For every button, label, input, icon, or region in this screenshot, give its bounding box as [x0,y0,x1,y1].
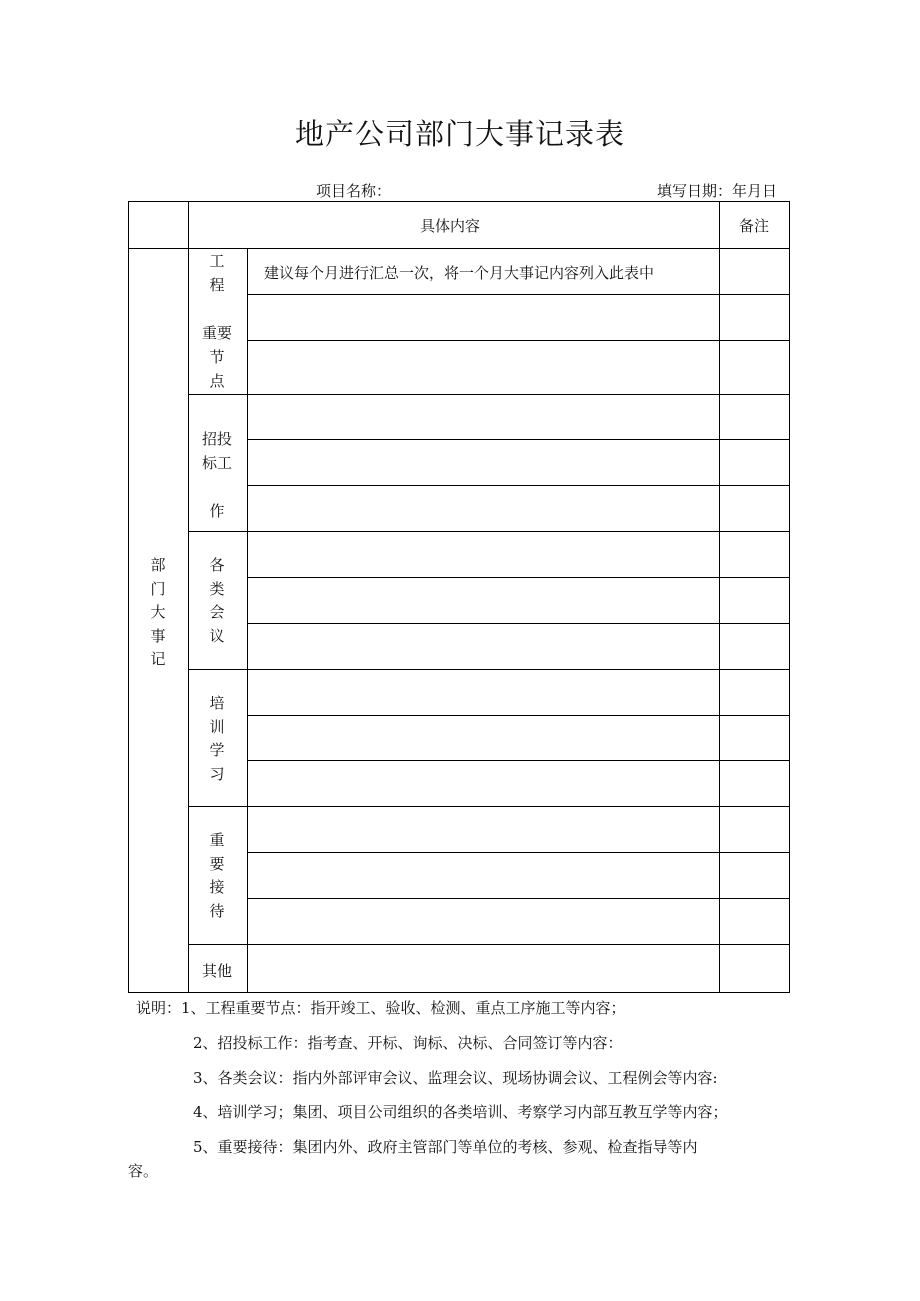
row-divider [247,294,790,295]
table-border-left [128,201,129,993]
row-divider [247,760,790,761]
col-divider-2 [247,248,248,993]
records-table [128,201,790,993]
note-line-5: 5、重要接待：集团内外、政府主管部门等单位的考核、参观、检查指导等内 [193,1138,698,1156]
header-content: 具体内容 [420,217,481,235]
row-divider [247,852,790,853]
note-line-5-cont: 容。 [128,1162,159,1180]
row-divider [247,340,790,341]
section-label-training: 培 训 学 习 [209,694,225,783]
section-label-meetings: 各 类 会 议 [209,556,225,645]
row-divider [247,623,790,624]
row-divider [247,577,790,578]
col-divider-remark [719,201,720,993]
section-divider [188,669,790,670]
content-cell[interactable]: 建议每个月进行汇总一次，将一个月大事记内容列入此表中 [264,264,655,282]
note-line-4: 4、培训学习；集团、项目公司组织的各类培训、考察学习内部互教互学等内容； [193,1103,728,1121]
section-divider [188,944,790,945]
group-label-department-events: 部 门 大 事 记 [150,556,166,668]
section-label-reception: 重 要 接 待 [209,831,225,920]
row-divider [247,898,790,899]
fill-date-label: 填写日期：年月日 [657,182,778,200]
row-divider [247,715,790,716]
note-line-1: 说明：1、工程重要节点：指开竣工、验收、检测、重点工序施工等内容； [136,999,626,1017]
note-line-2: 2、招投标工作：指考查、开标、询标、决标、合同签订等内容： [193,1034,623,1052]
col-divider-1 [188,201,189,993]
section-label-other: 其他 [202,962,233,980]
note-line-3: 3、各类会议：指内外部评审会议、监理会议、现场协调会议、工程例会等内容: [193,1069,718,1087]
project-name-label: 项目名称： [316,182,392,200]
section-divider [188,394,790,395]
table-border-bottom [128,992,790,993]
row-divider [247,439,790,440]
section-label-engineering-milestones: 工 程 重要 节 点 [201,252,232,390]
table-border-right [789,201,790,993]
section-label-bidding: 招投 标工 作 [201,430,232,520]
section-divider [188,531,790,532]
table-border-top [128,201,790,202]
page-title: 地产公司部门大事记录表 [294,117,625,151]
section-divider [188,806,790,807]
header-remark: 备注 [739,217,770,235]
row-divider [247,485,790,486]
